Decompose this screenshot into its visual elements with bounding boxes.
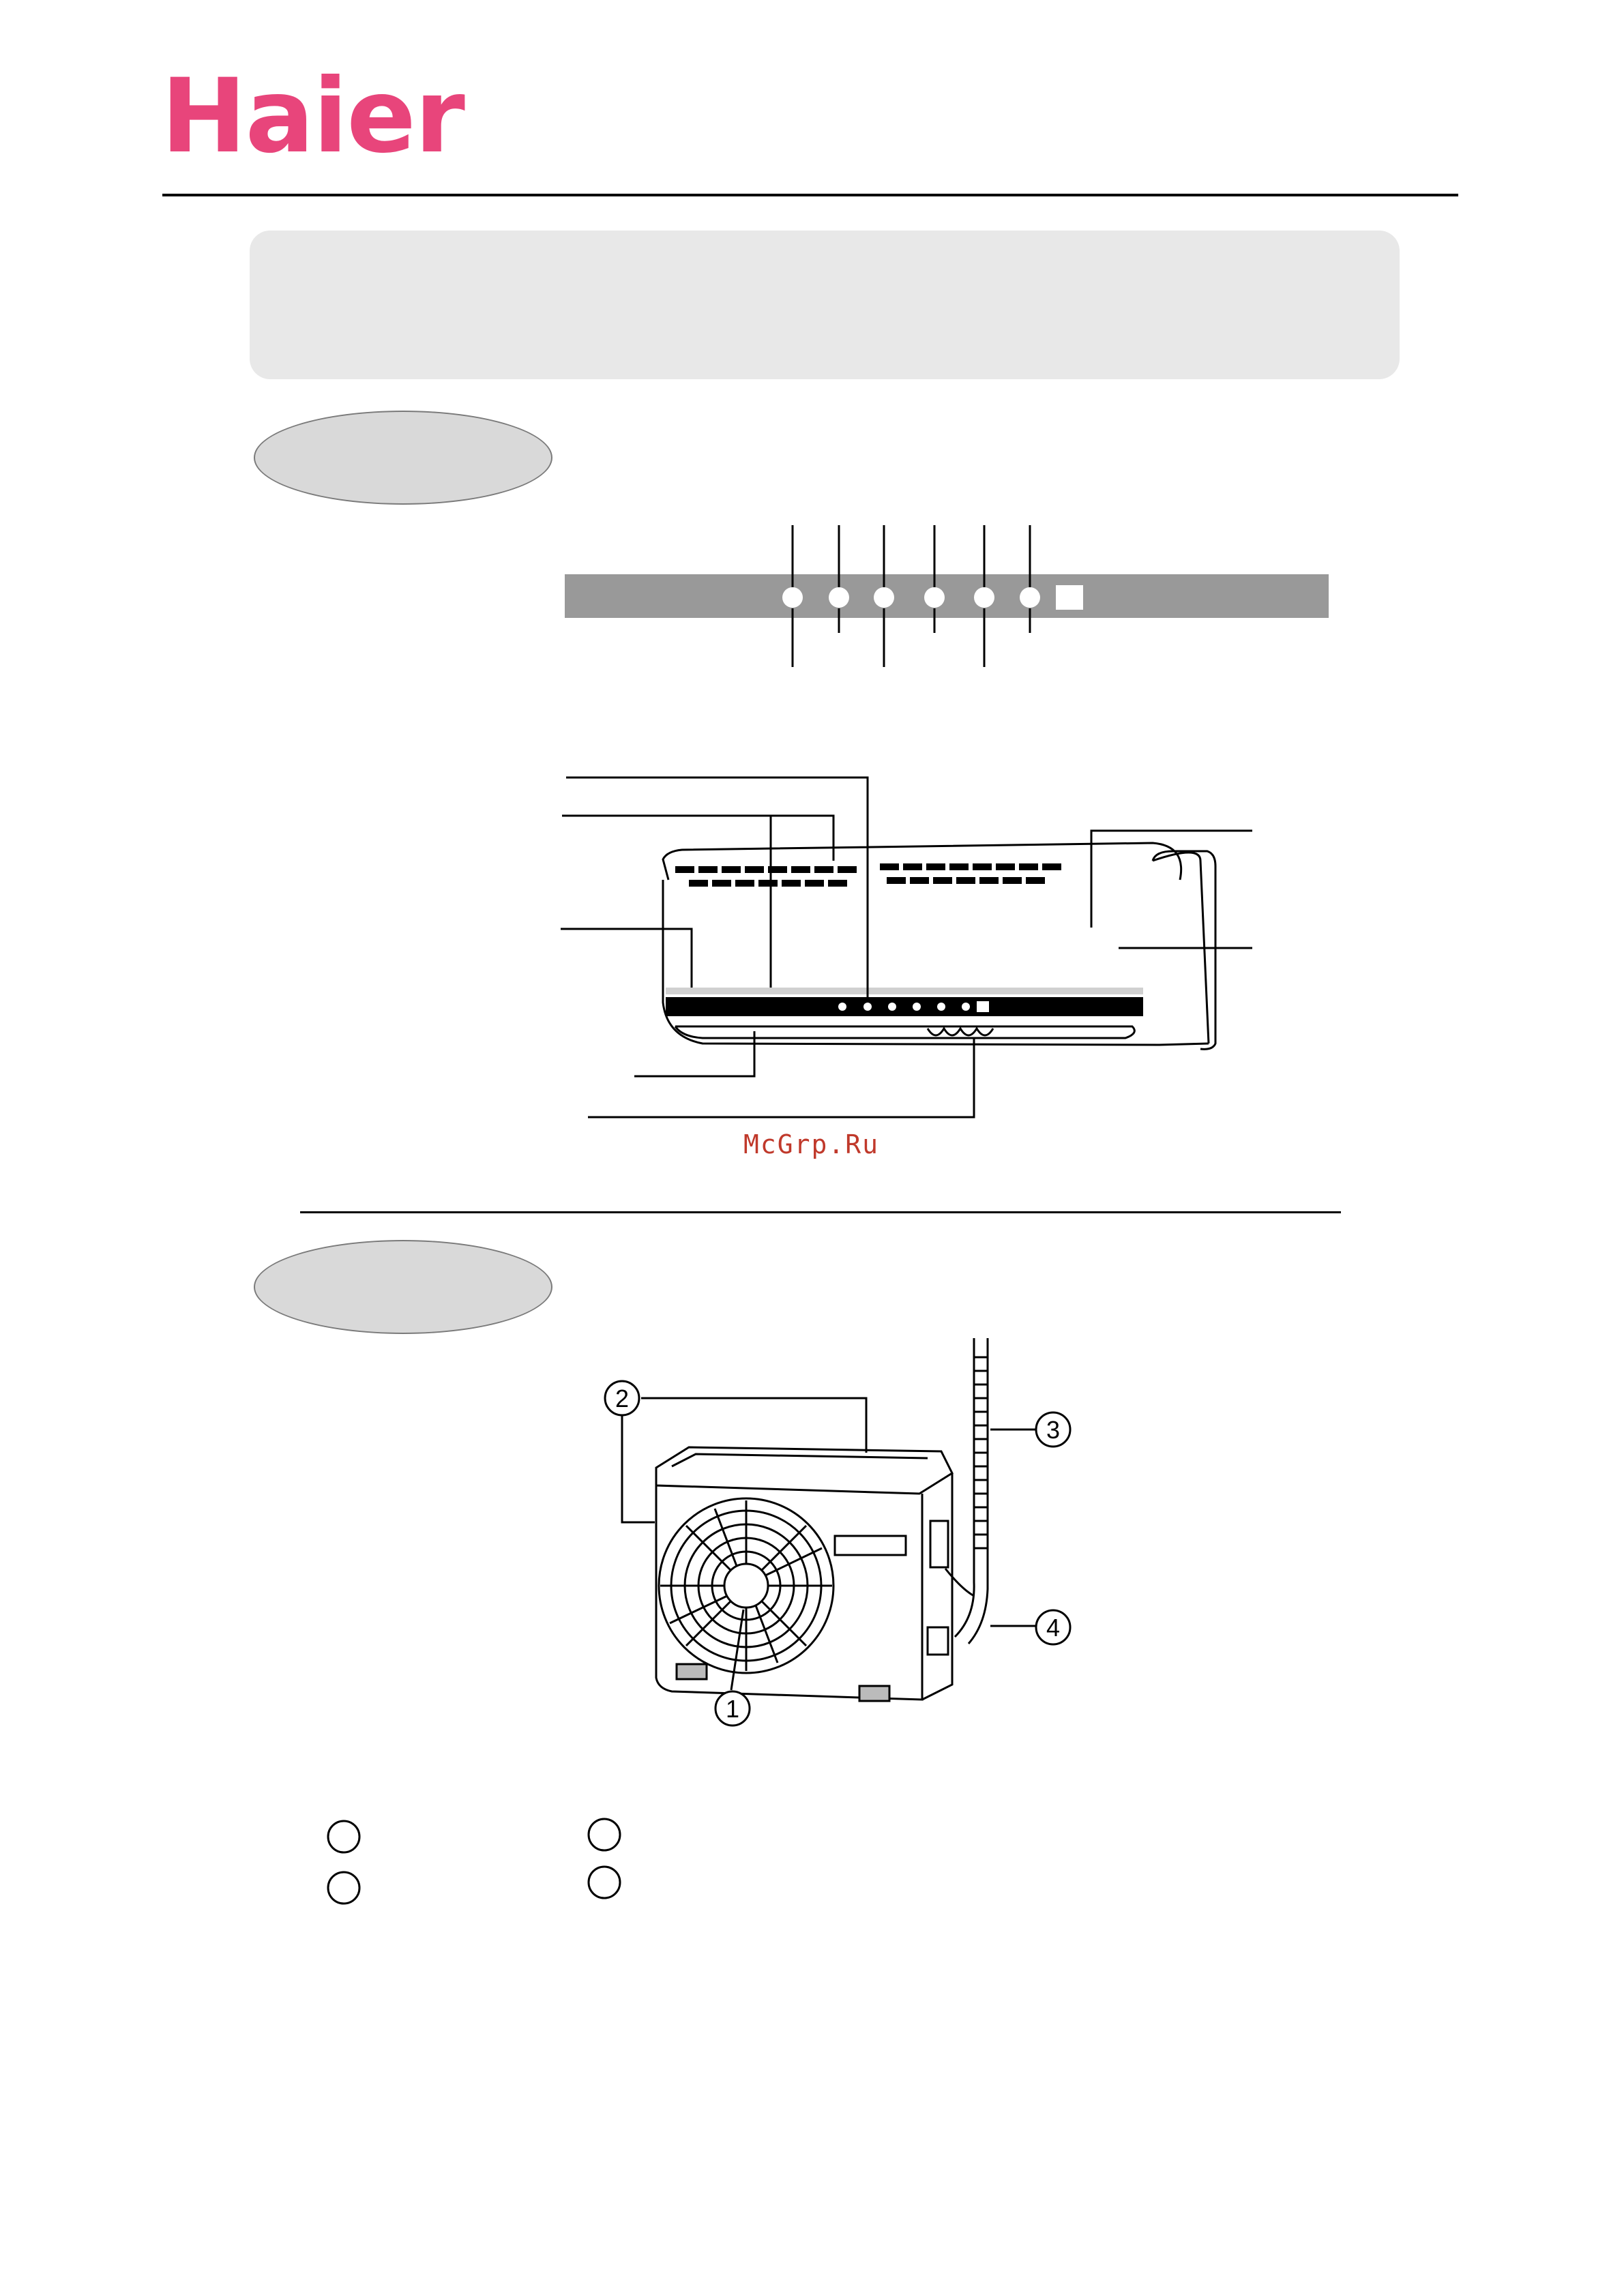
fan-grille (659, 1498, 833, 1673)
svg-text:4: 4 (1046, 1614, 1061, 1642)
outdoor-unit-diagram (622, 1338, 1038, 1701)
svg-text:1: 1 (725, 1695, 740, 1723)
watermark-text: McGrp.Ru (743, 1129, 880, 1159)
legend-markers (328, 1819, 620, 1904)
callout-3 (1036, 1412, 1070, 1447)
callout-2 (605, 1381, 639, 1415)
display-panel-diagram (565, 525, 1329, 667)
haier-logo: Haier (161, 57, 464, 176)
indoor-unit-diagram (561, 778, 1252, 1117)
svg-text:2: 2 (615, 1385, 630, 1412)
callout-1 (715, 1691, 750, 1726)
svg-text:3: 3 (1046, 1416, 1061, 1444)
callout-4 (1036, 1610, 1070, 1644)
unit-display-band (666, 997, 1143, 1016)
